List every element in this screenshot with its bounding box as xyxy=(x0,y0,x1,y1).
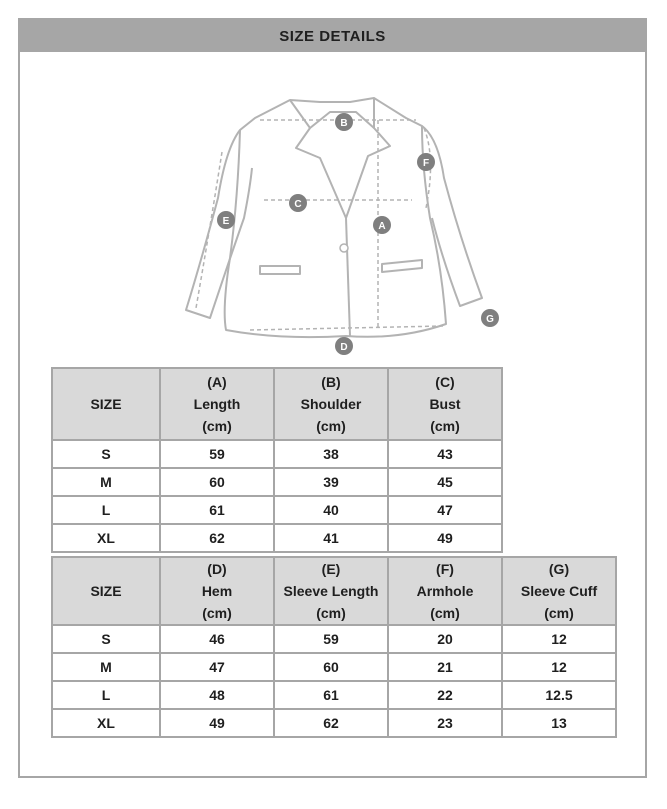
table-row xyxy=(52,440,502,468)
marker-b xyxy=(335,113,353,131)
value-cell: 12 xyxy=(502,653,616,681)
marker-e xyxy=(217,211,235,229)
size-cell: L xyxy=(52,496,160,524)
svg-text:F: F xyxy=(422,158,430,169)
size-cell: M xyxy=(52,653,160,681)
header-size: SIZE xyxy=(52,368,160,440)
value-cell: 38 xyxy=(274,440,388,468)
button-dot xyxy=(340,244,348,252)
value-cell: 12.5 xyxy=(502,681,616,709)
value-cell: 62 xyxy=(160,524,274,552)
header-hem: (D) Hem (cm) xyxy=(160,557,274,625)
size-cell: S xyxy=(52,625,160,653)
value-cell: 22 xyxy=(388,681,502,709)
value-cell: 20 xyxy=(388,625,502,653)
front-opening xyxy=(346,218,350,336)
value-cell: 12 xyxy=(502,625,616,653)
value-cell: 61 xyxy=(274,681,388,709)
jacket-diagram xyxy=(160,68,520,358)
value-cell: 21 xyxy=(388,653,502,681)
right-pocket xyxy=(382,260,422,272)
marker-a xyxy=(373,216,391,234)
right-sleeve xyxy=(422,126,482,306)
value-cell: 43 xyxy=(388,440,502,468)
value-cell: 41 xyxy=(274,524,388,552)
svg-text:A: A xyxy=(378,221,386,232)
value-cell: 45 xyxy=(388,468,502,496)
header-sleeve-cuff: (G) Sleeve Cuff (cm) xyxy=(502,557,616,625)
value-cell: 62 xyxy=(274,709,388,737)
value-cell: 59 xyxy=(274,625,388,653)
table-row xyxy=(52,625,616,653)
value-cell: 60 xyxy=(160,468,274,496)
marker-c xyxy=(289,194,307,212)
table-row xyxy=(52,524,502,552)
size-cell: M xyxy=(52,468,160,496)
size-cell: S xyxy=(52,440,160,468)
value-cell: 23 xyxy=(388,709,502,737)
marker-g xyxy=(481,309,499,327)
svg-text:C: C xyxy=(294,199,302,210)
jacket-outline xyxy=(222,98,446,337)
size-table-2 xyxy=(51,556,617,738)
svg-text:D: D xyxy=(340,342,348,353)
size-cell: XL xyxy=(52,524,160,552)
value-cell: 47 xyxy=(160,653,274,681)
value-cell: 39 xyxy=(274,468,388,496)
value-cell: 47 xyxy=(388,496,502,524)
table-row xyxy=(52,709,616,737)
value-cell: 61 xyxy=(160,496,274,524)
left-pocket xyxy=(260,266,300,274)
table-row xyxy=(52,653,616,681)
marker-f xyxy=(417,153,435,171)
header-sleeve-length: (E) Sleeve Length (cm) xyxy=(274,557,388,625)
size-cell: L xyxy=(52,681,160,709)
table-row xyxy=(52,468,502,496)
value-cell: 40 xyxy=(274,496,388,524)
value-cell: 48 xyxy=(160,681,274,709)
svg-text:G: G xyxy=(486,314,494,325)
size-table-1 xyxy=(51,367,503,553)
value-cell: 49 xyxy=(388,524,502,552)
page-title: SIZE DETAILS xyxy=(20,20,645,52)
svg-text:E: E xyxy=(222,216,230,227)
header-armhole: (F) Armhole (cm) xyxy=(388,557,502,625)
table-row xyxy=(52,496,502,524)
svg-text:B: B xyxy=(340,118,348,129)
header-shoulder: (B) Shoulder (cm) xyxy=(274,368,388,440)
marker-d xyxy=(335,337,353,355)
value-cell: 13 xyxy=(502,709,616,737)
value-cell: 59 xyxy=(160,440,274,468)
header-size: SIZE xyxy=(52,557,160,625)
value-cell: 46 xyxy=(160,625,274,653)
header-bust: (C) Bust (cm) xyxy=(388,368,502,440)
value-cell: 60 xyxy=(274,653,388,681)
table-1-header-row xyxy=(52,368,502,440)
value-cell: 49 xyxy=(160,709,274,737)
size-cell: XL xyxy=(52,709,160,737)
table-2-header-row xyxy=(52,557,616,625)
table-row xyxy=(52,681,616,709)
header-length: (A) Length (cm) xyxy=(160,368,274,440)
